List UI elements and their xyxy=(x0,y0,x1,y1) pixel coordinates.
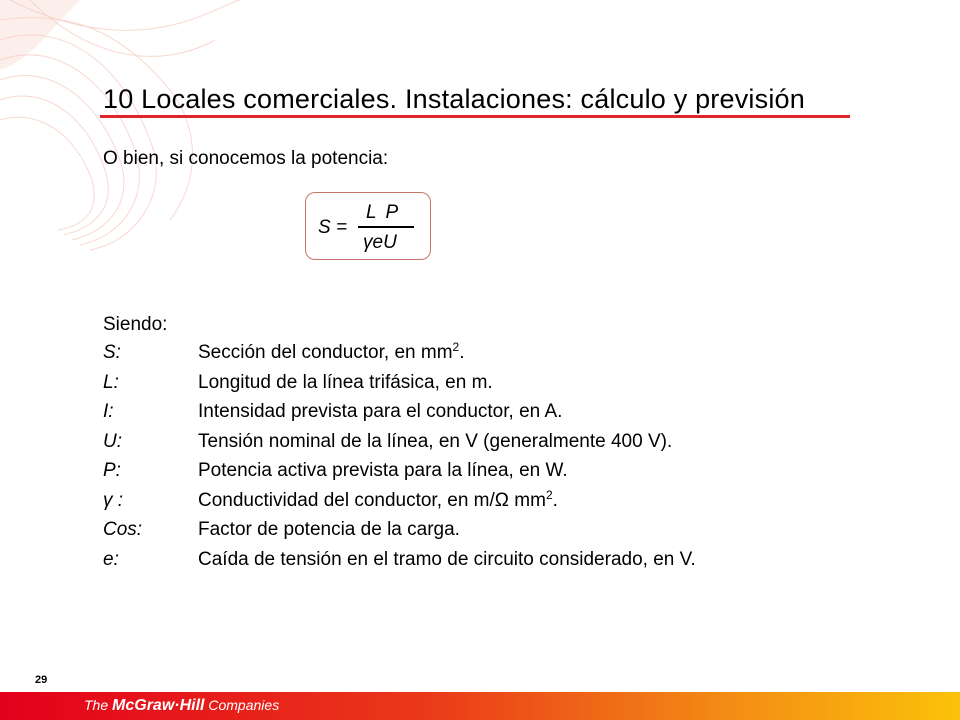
definition-symbol: e: xyxy=(103,548,119,570)
definition-text: Longitud de la línea trifásica, en m. xyxy=(198,371,493,393)
formula-denominator: γeU xyxy=(363,232,397,253)
slide-title: 10 Locales comerciales. Instalaciones: cálculo y previsión xyxy=(103,84,805,114)
definition-symbol: I: xyxy=(103,401,114,422)
definition-text: Caída de tensión en el tramo de circuito considerado, en V. xyxy=(198,548,696,570)
formula-lhs: S = xyxy=(318,217,348,238)
definition-symbol: U: xyxy=(103,430,122,452)
definition-text: Factor de potencia de la carga. xyxy=(198,519,460,540)
definition-symbol: γ : xyxy=(103,489,124,511)
footer-bar xyxy=(0,692,960,720)
title-underline xyxy=(100,115,850,118)
mcgraw-hill-logo: The McGraw·Hill Companies xyxy=(84,697,280,714)
formula-numerator: L P xyxy=(366,202,401,223)
definition-symbol: Cos: xyxy=(103,519,143,540)
intro-text: O bien, si conocemos la potencia: xyxy=(103,148,389,169)
definition-text: Tensión nominal de la línea, en V (generalmente 400 V). xyxy=(198,430,673,452)
siendo-label: Siendo: xyxy=(103,314,168,335)
definition-text: Potencia activa prevista para la línea, en W. xyxy=(198,460,568,481)
page-number: 29 xyxy=(35,674,48,686)
definition-symbol: L: xyxy=(103,371,119,393)
definition-text: Sección del conductor, en $mm^2$. xyxy=(198,340,465,363)
formula-box xyxy=(305,192,431,260)
definition-text: Conductividad del conductor, en m/Ω $mm^2$. xyxy=(198,487,558,511)
decorative-swirl-graphic xyxy=(0,0,240,260)
definition-symbol: S: xyxy=(103,342,121,363)
definition-text: Intensidad prevista para el conductor, en A. xyxy=(198,401,563,422)
fraction-bar xyxy=(358,226,414,228)
definition-symbol: P: xyxy=(103,460,121,481)
